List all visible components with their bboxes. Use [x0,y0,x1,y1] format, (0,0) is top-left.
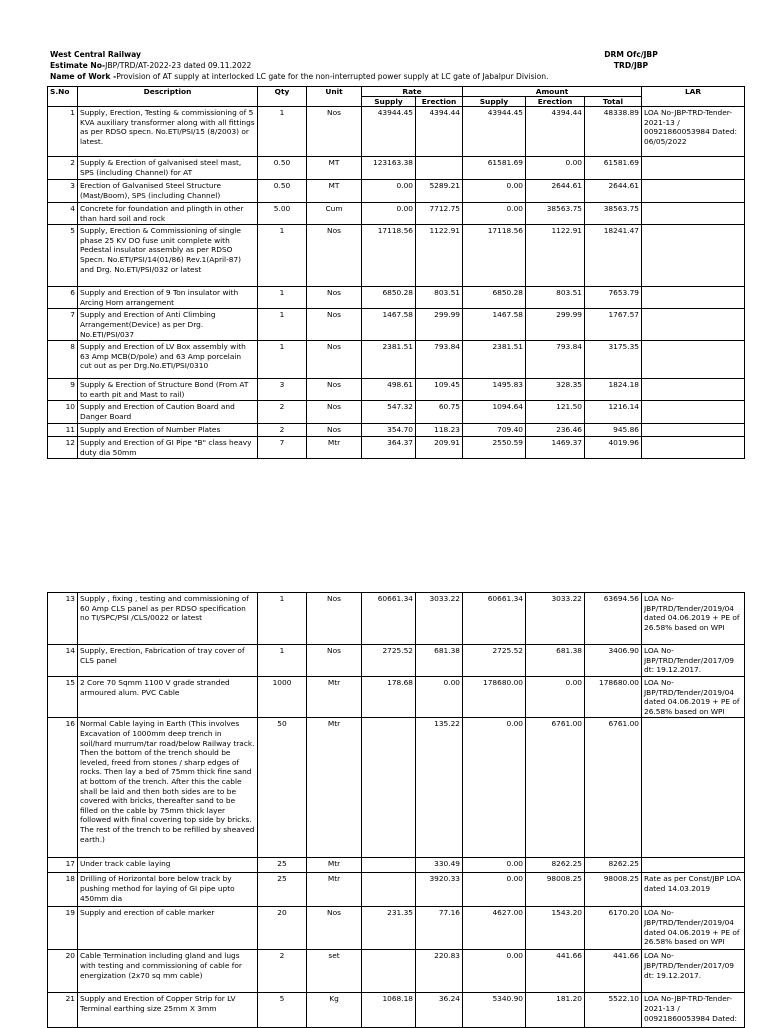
col-lar: LAR [642,87,745,107]
row-sno: 2 [48,157,78,180]
row-lar [642,225,745,287]
row-unit: Mtr [307,718,362,858]
estimate-table-part-2 [47,592,745,1028]
row-rate-erection: 36.24 [416,993,463,1028]
row-rate-supply [362,950,416,993]
col-description: Description [78,87,258,107]
row-unit: Cum [307,203,362,225]
row-qty: 1 [258,287,307,309]
table-row [48,593,745,645]
col-rate-erection: Erection [416,97,463,107]
row-rate-supply: 0.00 [362,180,416,203]
row-amount-supply: 4627.00 [463,907,526,950]
row-sno: 18 [48,873,78,907]
col-amount: Amount [463,87,642,97]
row-lar [642,287,745,309]
estimate-number: Estimate No-JBP/TRD/AT-2022-23 dated 09.11.2022 [50,61,252,70]
row-unit: Nos [307,593,362,645]
row-amount-supply: 17118.56 [463,225,526,287]
row-unit: MT [307,180,362,203]
row-description: Supply and Erection of Anti Climbing Arrangement(Device) as per Drg. No.ETI/PSI/037 [78,309,258,341]
row-unit: Nos [307,379,362,401]
row-total: 441.66 [585,950,642,993]
row-total: 3175.35 [585,341,642,379]
row-rate-erection: 3920.33 [416,873,463,907]
row-sno: 11 [48,424,78,437]
row-rate-erection: 793.84 [416,341,463,379]
row-sno: 19 [48,907,78,950]
row-rate-supply: 1467.58 [362,309,416,341]
row-amount-erection: 681.38 [526,645,585,677]
row-lar: LOA No-JBP-TRD-Tender-2021-13 / 00921860053984 Dated: [642,993,745,1028]
row-description: Supply and Erection of Caution Board and Danger Board [78,401,258,424]
row-rate-supply: 547.32 [362,401,416,424]
row-description: Erection of Galvanised Steel Structure (Mast/Boom), SPS (including Channel) [78,180,258,203]
row-amount-erection: 38563.75 [526,203,585,225]
col-amount-total: Total [585,97,642,107]
row-rate-supply: 17118.56 [362,225,416,287]
row-total: 8262.25 [585,858,642,873]
row-unit: Nos [307,907,362,950]
row-amount-erection: 2644.61 [526,180,585,203]
row-qty: 1 [258,593,307,645]
row-rate-erection: 60.75 [416,401,463,424]
row-qty: 1 [258,107,307,157]
row-amount-supply: 0.00 [463,180,526,203]
row-amount-erection: 181.20 [526,993,585,1028]
row-sno: 10 [48,401,78,424]
row-lar: LOA No-JBP/TRD/Tender/2019/04 dated 04.06.2019 + PE of 26.58% based on WPI [642,907,745,950]
row-description: Supply & Erection of galvanised steel mast, SPS (including Channel) for AT [78,157,258,180]
row-amount-erection: 236.46 [526,424,585,437]
row-lar [642,180,745,203]
row-lar [642,379,745,401]
row-unit: set [307,950,362,993]
row-total: 945.86 [585,424,642,437]
table-row [48,287,745,309]
row-lar [642,157,745,180]
row-sno: 5 [48,225,78,287]
row-amount-supply: 709.40 [463,424,526,437]
row-rate-erection: 77.16 [416,907,463,950]
row-rate-supply: 60661.34 [362,593,416,645]
row-lar [642,424,745,437]
row-amount-erection: 299.99 [526,309,585,341]
row-amount-supply: 0.00 [463,858,526,873]
row-qty: 1 [258,225,307,287]
row-total: 18241.47 [585,225,642,287]
row-total: 3406.90 [585,645,642,677]
row-rate-erection: 220.83 [416,950,463,993]
table-row [48,309,745,341]
row-lar: LOA No-JBP/TRD/Tender/2019/04 dated 04.06.2019 + PE of 26.58% based on WPI [642,677,745,718]
row-lar: LOA No-JBP/TRD/Tender/2019/04 dated 04.06.2019 + PE of 26.58% based on WPI [642,593,745,645]
row-rate-supply: 354.70 [362,424,416,437]
row-lar [642,718,745,858]
table-row [48,993,745,1028]
table-row [48,107,745,157]
table-row [48,203,745,225]
row-rate-supply: 0.00 [362,203,416,225]
row-unit: Nos [307,424,362,437]
table-row [48,907,745,950]
row-qty: 2 [258,950,307,993]
row-amount-supply: 61581.69 [463,157,526,180]
table-row [48,424,745,437]
row-sno: 14 [48,645,78,677]
row-total: 6170.20 [585,907,642,950]
table-row [48,379,745,401]
row-amount-supply: 2725.52 [463,645,526,677]
row-rate-supply: 364.37 [362,436,416,458]
row-sno: 16 [48,718,78,858]
row-unit: Nos [307,309,362,341]
row-qty: 0.50 [258,180,307,203]
row-rate-erection: 299.99 [416,309,463,341]
row-amount-erection: 441.66 [526,950,585,993]
row-qty: 50 [258,718,307,858]
row-rate-supply [362,858,416,873]
row-total: 98008.25 [585,873,642,907]
row-qty: 2 [258,401,307,424]
estimate-table-part-1 [47,86,745,459]
row-lar [642,341,745,379]
row-sno: 3 [48,180,78,203]
org-name: West Central Railway [50,50,141,59]
row-qty: 3 [258,379,307,401]
row-total: 6761.00 [585,718,642,858]
row-unit: Nos [307,287,362,309]
row-rate-supply: 498.61 [362,379,416,401]
row-description: Supply and Erection of GI Pipe "B" class heavy duty dia 50mm [78,436,258,458]
table-row [48,225,745,287]
table-row [48,718,745,858]
row-amount-erection: 1122.91 [526,225,585,287]
row-total: 1216.14 [585,401,642,424]
row-rate-supply: 231.35 [362,907,416,950]
row-sno: 13 [48,593,78,645]
row-amount-erection: 0.00 [526,677,585,718]
table-row [48,645,745,677]
row-rate-supply: 178.68 [362,677,416,718]
table-row [48,341,745,379]
col-rate-supply: Supply [362,97,416,107]
row-rate-supply [362,873,416,907]
row-unit: Kg [307,993,362,1028]
col-amount-supply: Supply [463,97,526,107]
row-qty: 20 [258,907,307,950]
row-sno: 17 [48,858,78,873]
row-rate-supply: 1068.18 [362,993,416,1028]
row-unit: Nos [307,341,362,379]
row-amount-supply: 0.00 [463,203,526,225]
table-row [48,401,745,424]
row-qty: 1000 [258,677,307,718]
row-amount-erection: 0.00 [526,157,585,180]
row-total: 1767.57 [585,309,642,341]
row-description: 2 Core 70 Sqmm 1100 V grade stranded armoured alum. PVC Cable [78,677,258,718]
row-lar: LOA No-JBP-TRD-Tender-2021-13 / 00921860053984 Dated: 06/05/2022 [642,107,745,157]
row-lar: LOA No-JBP/TRD/Tender/2017/09 dt: 19.12.2017. [642,645,745,677]
row-amount-supply: 178680.00 [463,677,526,718]
row-rate-erection: 1122.91 [416,225,463,287]
row-total: 38563.75 [585,203,642,225]
row-amount-erection: 121.50 [526,401,585,424]
row-sno: 20 [48,950,78,993]
row-description: Supply and erection of cable marker [78,907,258,950]
row-amount-supply: 5340.90 [463,993,526,1028]
office-name: DRM Ofc/JBP [604,50,658,59]
table-row [48,436,745,458]
row-amount-supply: 0.00 [463,873,526,907]
row-amount-supply: 60661.34 [463,593,526,645]
row-amount-erection: 6761.00 [526,718,585,858]
row-rate-supply: 123163.38 [362,157,416,180]
row-lar [642,401,745,424]
row-amount-erection: 328.35 [526,379,585,401]
row-qty: 25 [258,858,307,873]
row-total: 5522.10 [585,993,642,1028]
row-lar [642,203,745,225]
row-sno: 7 [48,309,78,341]
row-unit: Mtr [307,858,362,873]
row-unit: Nos [307,225,362,287]
row-description: Supply and Erection of Copper Strip for LV Terminal earthing size 25mm X 3mm [78,993,258,1028]
row-qty: 0.50 [258,157,307,180]
row-rate-erection: 118.23 [416,424,463,437]
row-rate-erection: 330.49 [416,858,463,873]
row-total: 7653.79 [585,287,642,309]
row-description: Supply and Erection of 9 Ton insulator with Arcing Horn arrangement [78,287,258,309]
row-description: Drilling of Horizontal bore below track by pushing method for laying of GI pipe upto 450mm dia [78,873,258,907]
row-amount-erection: 8262.25 [526,858,585,873]
row-amount-supply: 6850.28 [463,287,526,309]
row-amount-supply: 1495.83 [463,379,526,401]
row-amount-erection: 793.84 [526,341,585,379]
row-description: Supply, Erection, Testing & commissioning of 5 KVA auxiliary transformer along with all fittings as per RDSO specn. No.ETI/PSI/15 (8/2003) or latest. [78,107,258,157]
row-rate-erection: 803.51 [416,287,463,309]
row-description: Supply, Erection, Fabrication of tray cover of CLS panel [78,645,258,677]
row-sno: 15 [48,677,78,718]
row-lar [642,309,745,341]
row-qty: 5 [258,993,307,1028]
row-qty: 5.00 [258,203,307,225]
row-qty: 25 [258,873,307,907]
table-row [48,950,745,993]
row-amount-supply: 43944.45 [463,107,526,157]
row-qty: 1 [258,341,307,379]
row-amount-erection: 4394.44 [526,107,585,157]
row-sno: 8 [48,341,78,379]
row-rate-supply: 2725.52 [362,645,416,677]
row-description: Supply, Erection & Commissioning of single phase 25 KV DO fuse unit complete with Pedestal insulator assembly as per RDSO Specn. No.ETI/PSI/14(01/86) Rev.1(April-87) and Drg. No.ETI/PSI/032 or latest [78,225,258,287]
row-qty: 7 [258,436,307,458]
row-total: 2644.61 [585,180,642,203]
row-sno: 6 [48,287,78,309]
row-description: Normal Cable laying in Earth (This involves Excavation of 1000mm deep trench in soil/hard murrum/tar road/below Railway track. Then the bottom of the trench should be leveled, freed from stones / sharp edges of rocks. Then lay a bed of 75mm thick fine sand at bottom of the trench. After this the cable shall be laid and then both sides are to be covered with bricks, thereafter sand to be filled on the cable by 75mm thick layer followed with final covering top side by bricks. The rest of the trench to be refilled by sheaved earth.) [78,718,258,858]
work-name: Name of Work -Provision of AT supply at interlocked LC gate for the non-interrupted power supply at LC gate of Jabalpur Division. [50,72,549,81]
table-row [48,157,745,180]
row-rate-erection: 7712.75 [416,203,463,225]
row-unit: Nos [307,645,362,677]
row-rate-erection: 3033.22 [416,593,463,645]
row-description: Cable Termination including gland and lugs with testing and commissioning of cable for energization (2x70 sq mm cable) [78,950,258,993]
row-total: 63694.56 [585,593,642,645]
row-rate-erection [416,157,463,180]
row-sno: 1 [48,107,78,157]
row-rate-erection: 135.22 [416,718,463,858]
row-amount-supply: 1467.58 [463,309,526,341]
row-qty: 2 [258,424,307,437]
col-unit: Unit [307,87,362,107]
row-unit: Mtr [307,873,362,907]
row-amount-erection: 803.51 [526,287,585,309]
row-amount-supply: 0.00 [463,718,526,858]
row-sno: 9 [48,379,78,401]
row-amount-erection: 3033.22 [526,593,585,645]
col-sno: S.No [48,87,78,107]
col-qty: Qty [258,87,307,107]
row-rate-erection: 681.38 [416,645,463,677]
row-lar [642,436,745,458]
row-amount-supply: 2381.51 [463,341,526,379]
row-amount-supply: 1094.64 [463,401,526,424]
row-rate-supply: 2381.51 [362,341,416,379]
row-qty: 1 [258,645,307,677]
row-amount-supply: 2550.59 [463,436,526,458]
row-unit: Nos [307,107,362,157]
row-sno: 21 [48,993,78,1028]
row-amount-supply: 0.00 [463,950,526,993]
row-unit: Nos [307,401,362,424]
row-description: Supply and Erection of Number Plates [78,424,258,437]
table-row [48,180,745,203]
row-description: Supply and Erection of LV Box assembly with 63 Amp MCB(D/pole) and 63 Amp porcelain cut out as per Drg.No.ETI/PSI/0310 [78,341,258,379]
row-rate-supply: 6850.28 [362,287,416,309]
row-description: Concrete for foundation and plingth in other than hard soil and rock [78,203,258,225]
row-qty: 1 [258,309,307,341]
row-sno: 12 [48,436,78,458]
row-amount-erection: 1469.37 [526,436,585,458]
table-row [48,858,745,873]
row-unit: MT [307,157,362,180]
row-rate-erection: 109.45 [416,379,463,401]
row-rate-supply: 43944.45 [362,107,416,157]
row-rate-erection: 5289.21 [416,180,463,203]
col-rate: Rate [362,87,463,97]
row-total: 61581.69 [585,157,642,180]
row-rate-erection: 4394.44 [416,107,463,157]
row-lar: LOA No-JBP/TRD/Tender/2017/09 dt: 19.12.2017. [642,950,745,993]
row-unit: Mtr [307,436,362,458]
row-amount-erection: 1543.20 [526,907,585,950]
row-rate-erection: 209.91 [416,436,463,458]
row-rate-supply [362,718,416,858]
table-row [48,873,745,907]
row-description: Supply & Erection of Structure Bond (From AT to earth pit and Mast to rail) [78,379,258,401]
row-total: 48338.89 [585,107,642,157]
row-amount-erection: 98008.25 [526,873,585,907]
table-row [48,677,745,718]
row-unit: Mtr [307,677,362,718]
row-sno: 4 [48,203,78,225]
row-description: Under track cable laying [78,858,258,873]
row-total: 1824.18 [585,379,642,401]
col-amount-erection: Erection [526,97,585,107]
row-total: 178680.00 [585,677,642,718]
row-description: Supply , fixing , testing and commissioning of 60 Amp CLS panel as per RDSO specification no TI/SPC/PSI /CLS/0022 or latest [78,593,258,645]
dept-name: TRD/JBP [613,61,649,70]
row-lar: Rate as per Const/JBP LOA dated 14.03.2019 [642,873,745,907]
row-total: 4019.96 [585,436,642,458]
row-lar [642,858,745,873]
row-rate-erection: 0.00 [416,677,463,718]
